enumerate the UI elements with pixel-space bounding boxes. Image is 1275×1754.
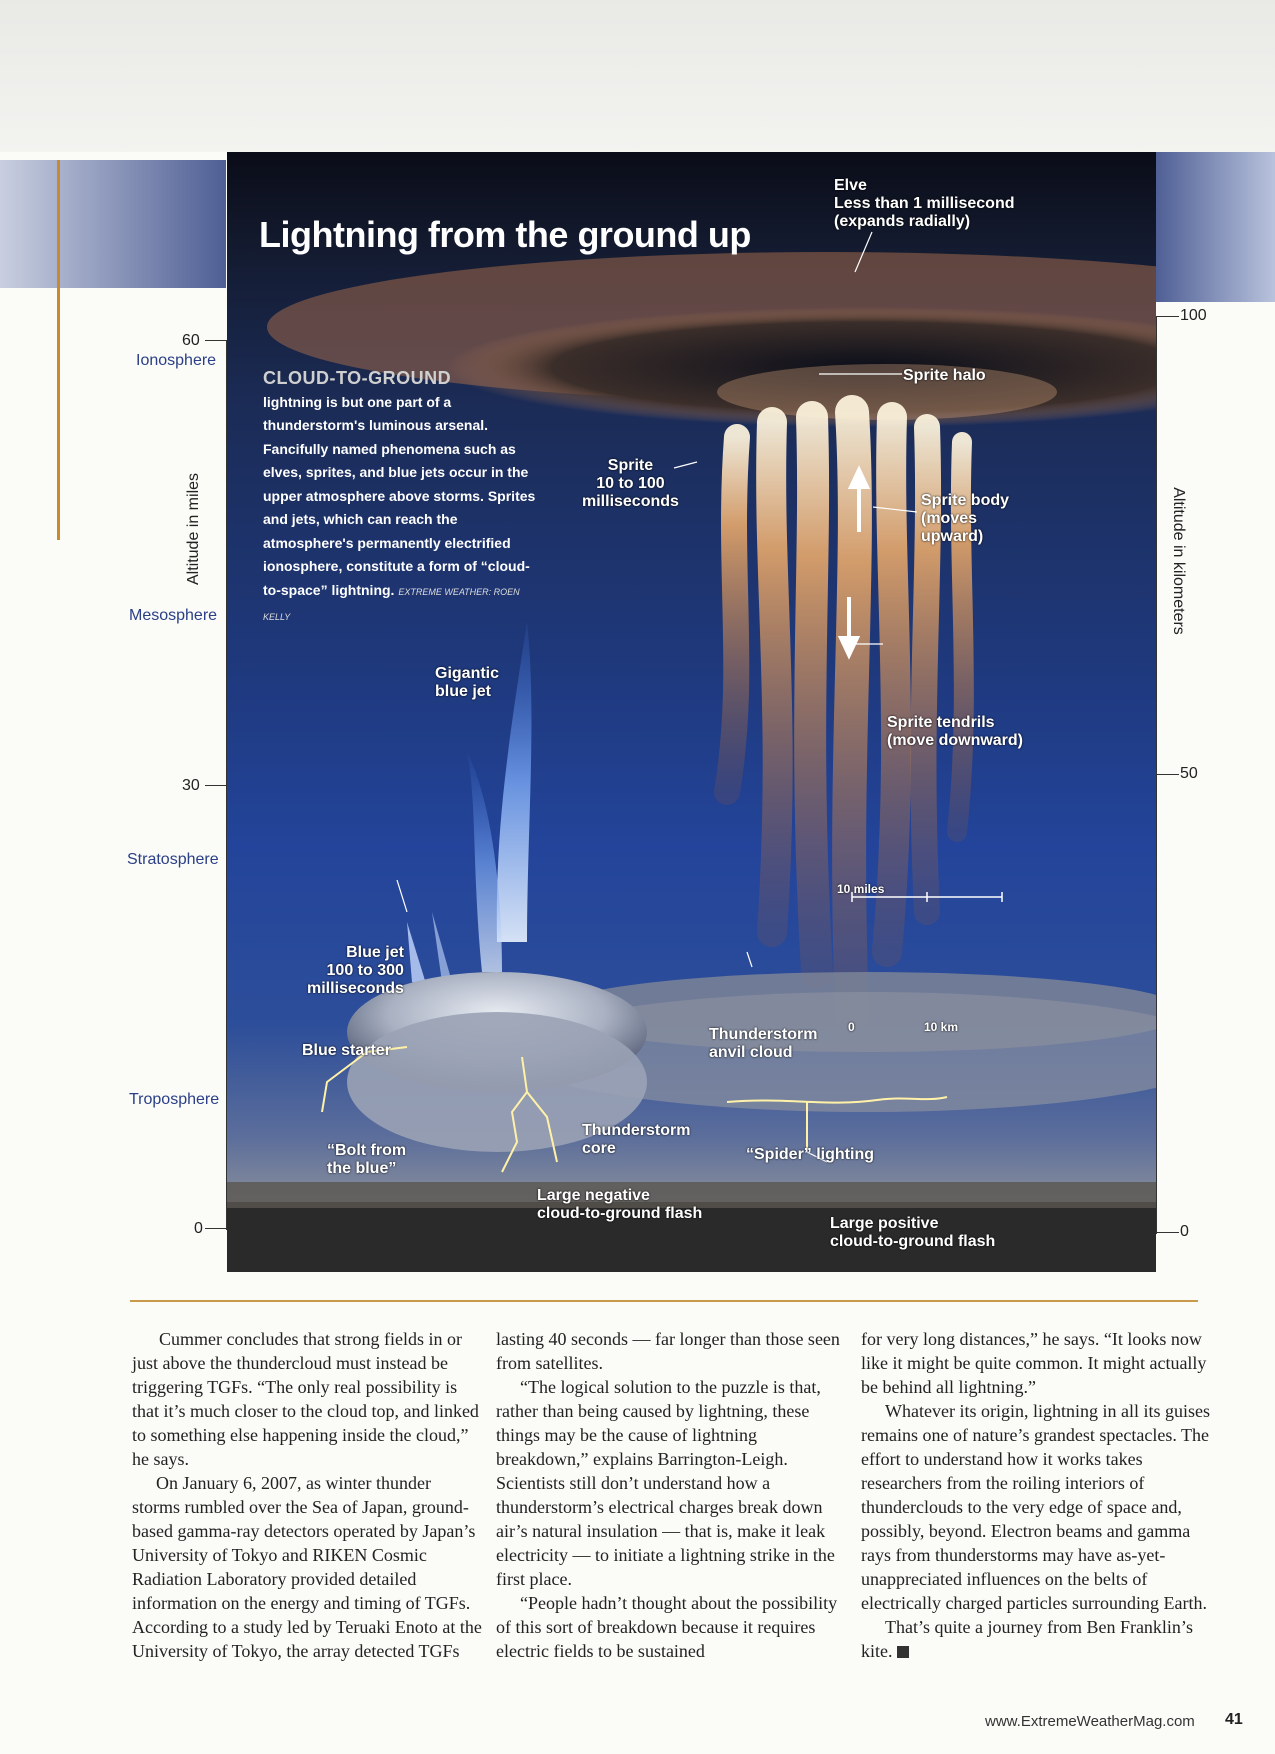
axis-tick [205,340,227,341]
right-axis-title: Altitude in kilometers [1169,487,1187,635]
label-scale-miles: 10 miles [837,882,885,896]
axis-tick [1157,316,1179,317]
label-gigantic-blue-jet: Gigantic blue jet [435,665,500,700]
left-axis-title: Altitude in miles [185,472,203,586]
right-color-bar [1156,152,1275,302]
label-spider-lighting: “Spider” lighting [746,1146,874,1163]
article-column-3 [861,1327,1211,1663]
label-elve: Elve Less than 1 millisecond (expands radially) [834,177,1015,230]
layer-mesosphere: Mesosphere [129,607,218,624]
intro-head: CLOUD-TO-GROUND [263,368,452,388]
label-large-negative-flash: Large negative cloud-to-ground flash [537,1187,703,1222]
left-gold-rule [57,160,60,540]
paragraph: Cummer concludes that strong fields in or just above the thundercloud must instead be triggering TGFs. “The only real possibility is that it’s much closer to the cloud top, and linked to something else happening inside the cloud,” he says. [132,1329,479,1469]
label-scale-km: 10 km [924,1020,959,1034]
paragraph: “People hadn’t thought about the possibility of this sort of breakdown because it requires electric fields to be sustained [496,1593,838,1661]
label-large-positive-flash: Large positive cloud-to-ground flash [830,1215,996,1250]
layer-stratosphere: Stratosphere [127,851,219,868]
right-tick-50: 50 [1180,765,1198,782]
axis-tick [205,785,227,786]
axis-tick [1157,774,1179,775]
paragraph: for very long distances,” he says. “It looks now like it might be quite common. It might actually be behind all lightning.” [861,1329,1207,1397]
article-column-2 [496,1327,846,1663]
figure-intro [263,367,543,630]
paragraph: Whatever its origin, lightning in all its guises remains one of nature’s grandest spectacles. The effort to understand how it works takes researchers from the roiling interiors of thunderclouds to the very edge of space and, possibly, beyond. Electron beams and gamma rays from thunderstorms may have as-yet-unappreciated influences on the belts of electrically charged particles surrounding Earth. [861,1401,1210,1613]
end-mark-icon [897,1646,909,1658]
article-column-1 [132,1327,482,1663]
page-number: 41 [1225,1711,1243,1728]
left-tick-60: 60 [182,332,200,349]
axis-tick [1157,1232,1179,1233]
right-tick-100: 100 [1180,307,1207,324]
label-sprite: Sprite 10 to 100 milliseconds [582,457,679,510]
page-top-band [0,0,1275,152]
label-scale-zero: 0 [848,1020,855,1034]
footer-url: www.ExtremeWeatherMag.com [985,1713,1195,1730]
label-sprite-body: Sprite body (moves upward) [921,492,1010,545]
left-tick-30: 30 [182,777,200,794]
layer-troposphere: Troposphere [129,1091,220,1108]
paragraph: lasting 40 seconds — far longer than those seen from satellites. [496,1329,840,1373]
section-rule [130,1300,1198,1302]
figure-credit: EXTREME WEATHER: ROEN KELLY [263,586,520,622]
layer-ionosphere: Ionosphere [136,352,217,369]
intro-body: lightning is but one part of a thunderstorm's luminous arsenal. Fancifully named phenomena such as elves, sprites, and blue jets occur in the upper atmosphere above storms. Sprites and jets, which can reach the atmosphere's permanently electrified ionosphere, constitute a form of “cloud-to-space” lightning. [263,393,536,598]
right-tick-0: 0 [1180,1223,1189,1240]
left-tick-0: 0 [194,1220,203,1237]
label-bolt-from-the-blue: “Bolt from the blue” [327,1142,407,1177]
label-blue-starter: Blue starter [302,1042,391,1059]
lightning-illustration [227,152,1156,1272]
illustration-artwork [227,152,1156,1272]
paragraph: On January 6, 2007, as winter thunder storms rumbled over the Sea of Japan, ground-based gamma-ray detectors operated by Japan’s University of Tokyo and RIKEN Cosmic Radiation Laboratory provided detailed information on the energy and timing of TGFs. According to a study led by Teruaki Enoto at the University of Tokyo, the array detected TGFs [132,1473,482,1661]
axis-tick [205,1228,227,1229]
label-thunderstorm-core: Thunderstorm core [582,1122,691,1157]
paragraph: “The logical solution to the puzzle is that, rather than being caused by lightning, these things may be the cause of lightning breakdown,” explains Barrington-Leigh. Scientists still don’t understand how a thunderstorm’s electrical charges break down air’s natural insulation — that is, make it leak electricity — to initiate a lightning strike in the first place. [496,1377,835,1589]
altitude-axis-right [1156,316,1157,1234]
label-sprite-halo: Sprite halo [903,367,986,384]
left-color-bar [0,160,226,288]
paragraph-final: That’s quite a journey from Ben Franklin’s kite. [861,1617,1193,1661]
label-sprite-tendrils: Sprite tendrils (move downward) [887,714,1024,749]
figure-title: Lightning from the ground up [259,214,751,255]
label-blue-jet: Blue jet 100 to 300 milliseconds [307,944,404,997]
label-anvil-cloud: Thunderstorm anvil cloud [709,1026,818,1061]
